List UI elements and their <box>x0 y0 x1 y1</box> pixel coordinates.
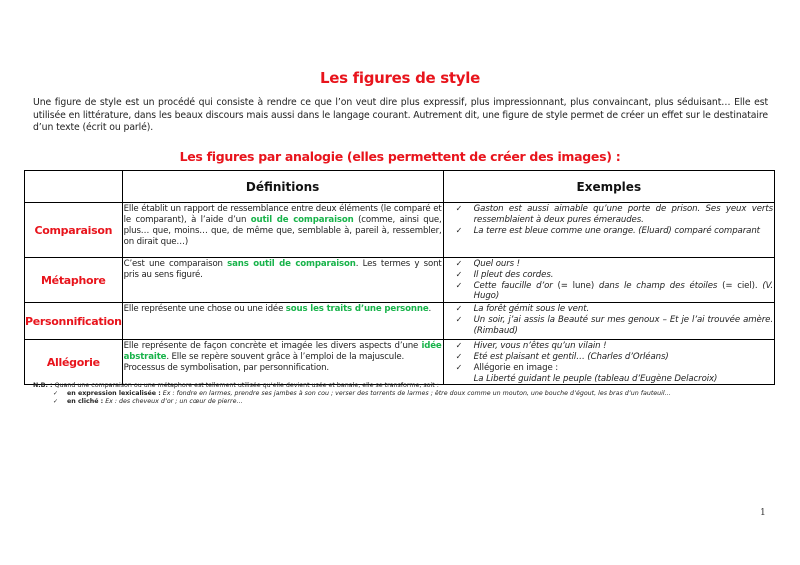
figure-definition <box>122 303 443 340</box>
footnote-item-text: Ex : des cheveux d’or ; un cœur de pierre… <box>103 398 243 405</box>
example-text: Un soir, j’ai assis la Beauté sur mes genoux – Et je l’ai trouvée amère. (Rimbaud) <box>473 314 773 336</box>
example-item <box>444 341 773 352</box>
figure-examples <box>443 303 774 340</box>
example-text: Quel ours ! <box>473 259 521 269</box>
example-item <box>444 226 773 237</box>
figure-examples <box>443 340 774 385</box>
checkmark-icon: ✓ <box>53 398 59 405</box>
header-empty <box>25 171 123 203</box>
checkmark-icon: ✓ <box>455 269 463 279</box>
checkmark-icon: ✓ <box>455 280 463 290</box>
checkmark-icon: ✓ <box>53 390 59 397</box>
example-text: Eté est plaisant et gentil… (Charles d’Orléans) <box>473 351 669 362</box>
example-gloss: (= ciel). <box>717 280 763 291</box>
table-header-row <box>25 171 775 203</box>
document-title: Les figures de style <box>319 69 480 87</box>
figure-name: Allégorie <box>25 340 123 385</box>
footnote-item-label: en expression lexicalisée : <box>67 390 161 397</box>
footnote-item <box>33 390 793 398</box>
example-text: Cette faucille d’or <box>473 280 553 291</box>
footnote <box>33 382 793 406</box>
footnote-item <box>33 398 793 406</box>
definition-text: . <box>428 304 432 315</box>
example-item <box>444 270 773 281</box>
footnote-text: Quand une comparaison ou une métaphore est tellement utilisée qu’elle devient usée et banale, elle se transforme, soit : <box>52 382 439 389</box>
definition-text: C’est une comparaison <box>123 259 228 269</box>
figure-name: Personnification <box>25 303 123 340</box>
example-text: Hiver, vous n’êtes qu’un vilain ! <box>473 341 607 352</box>
example-item <box>444 204 773 226</box>
checkmark-icon: ✓ <box>455 259 463 268</box>
example-gloss: (= lune) <box>552 280 599 291</box>
definition-text: Elle établit un rapport de ressemblance entre deux éléments (le comparé et le comparant), à l’aide d’un <box>123 204 442 225</box>
checkmark-icon: ✓ <box>455 304 463 314</box>
definition-text: Processus de symbolisation, par personnification. <box>123 363 329 374</box>
footnote-label: N.B. : <box>33 382 53 389</box>
checkmark-icon: ✓ <box>455 204 463 213</box>
checkmark-icon: ✓ <box>455 351 463 361</box>
example-item <box>444 352 773 363</box>
definition-text: . Les termes y sont pris au sens figuré. <box>123 259 442 280</box>
page-number: 1 <box>760 508 766 518</box>
example-text: La Liberté guidant le peuple (tableau d’Eugène Delacroix) <box>473 373 718 384</box>
example-text: Gaston est aussi aimable qu’une porte de prison. Ses yeux verts ressemblaient à deux pures émeraudes. <box>473 204 773 225</box>
intro-paragraph: Une figure de style est un procédé qui consiste à rendre ce que l’on veut dire plus expressif, plus impressionnant, plus convaincant, plus séduisant… Elle est utilisée en littérature, dans les beaux discours mais aussi dans le langage courant. Autrement dit, une figure de style permet de créer un effet sur le destinataire d’un texte (écrit ou parlé). <box>33 97 768 133</box>
definition-highlight: outil de comparaison <box>250 215 354 225</box>
definition-text: Elle représente une chose ou une idée <box>123 304 286 315</box>
example-item <box>444 281 773 303</box>
definition-highlight: sous les traits d’une personne <box>285 304 429 315</box>
footnote-item-text: Ex : fondre en larmes, prendre ses jambes à son cou ; verser des torrents de larmes ; être doux comme un mouton, une bouche d’égout, les bras d’un fauteuil… <box>160 390 671 397</box>
header-definitions: Définitions <box>122 171 443 203</box>
checkmark-icon: ✓ <box>455 362 463 372</box>
figure-definition <box>122 258 443 303</box>
table-row-allegorie <box>25 340 775 385</box>
example-label: Allégorie en image : <box>473 362 559 373</box>
example-text: La terre est bleue comme une orange. (Eluard) comparé comparant <box>473 225 760 236</box>
figure-definition <box>122 340 443 385</box>
example-author: (V. Hugo) <box>473 280 773 302</box>
definition-highlight: sans outil de comparaison <box>227 259 356 269</box>
checkmark-icon: ✓ <box>455 225 463 235</box>
table-row-metaphore <box>25 258 775 303</box>
table-row-comparaison <box>25 203 775 258</box>
figure-examples <box>443 258 774 303</box>
definition-highlight: idée abstraite <box>123 341 442 363</box>
example-item <box>444 259 773 270</box>
definition-text: . Elle se repère souvent grâce à l’emploi de la majuscule. <box>166 352 405 363</box>
example-item <box>444 304 773 315</box>
header-examples: Exemples <box>443 171 774 203</box>
example-item <box>444 315 773 337</box>
footnote-intro <box>33 382 793 390</box>
section-subtitle: Les figures par analogie (elles permettent de créer des images) : <box>179 149 621 164</box>
example-text: Il pleut des cordes. <box>473 269 554 280</box>
footnote-item-label: en cliché : <box>67 398 104 405</box>
example-text: dans le champ des étoiles <box>598 280 718 291</box>
table-row-personnification <box>25 303 775 340</box>
figure-name: Métaphore <box>25 258 123 303</box>
definition-text: Elle représente de façon concrète et imagée les divers aspects d’une <box>123 341 422 352</box>
definition-text: (comme, ainsi que, plus… que, moins… que, de même que, semblable à, pareil à, ressembler, on dirait que…) <box>123 215 442 247</box>
checkmark-icon: ✓ <box>455 341 463 351</box>
checkmark-icon: ✓ <box>455 314 463 324</box>
figure-examples <box>443 203 774 258</box>
figure-name: Comparaison <box>25 203 123 258</box>
example-text: La forêt gémit sous le vent. <box>473 304 590 315</box>
figures-table <box>24 170 775 385</box>
figure-definition <box>122 203 443 258</box>
